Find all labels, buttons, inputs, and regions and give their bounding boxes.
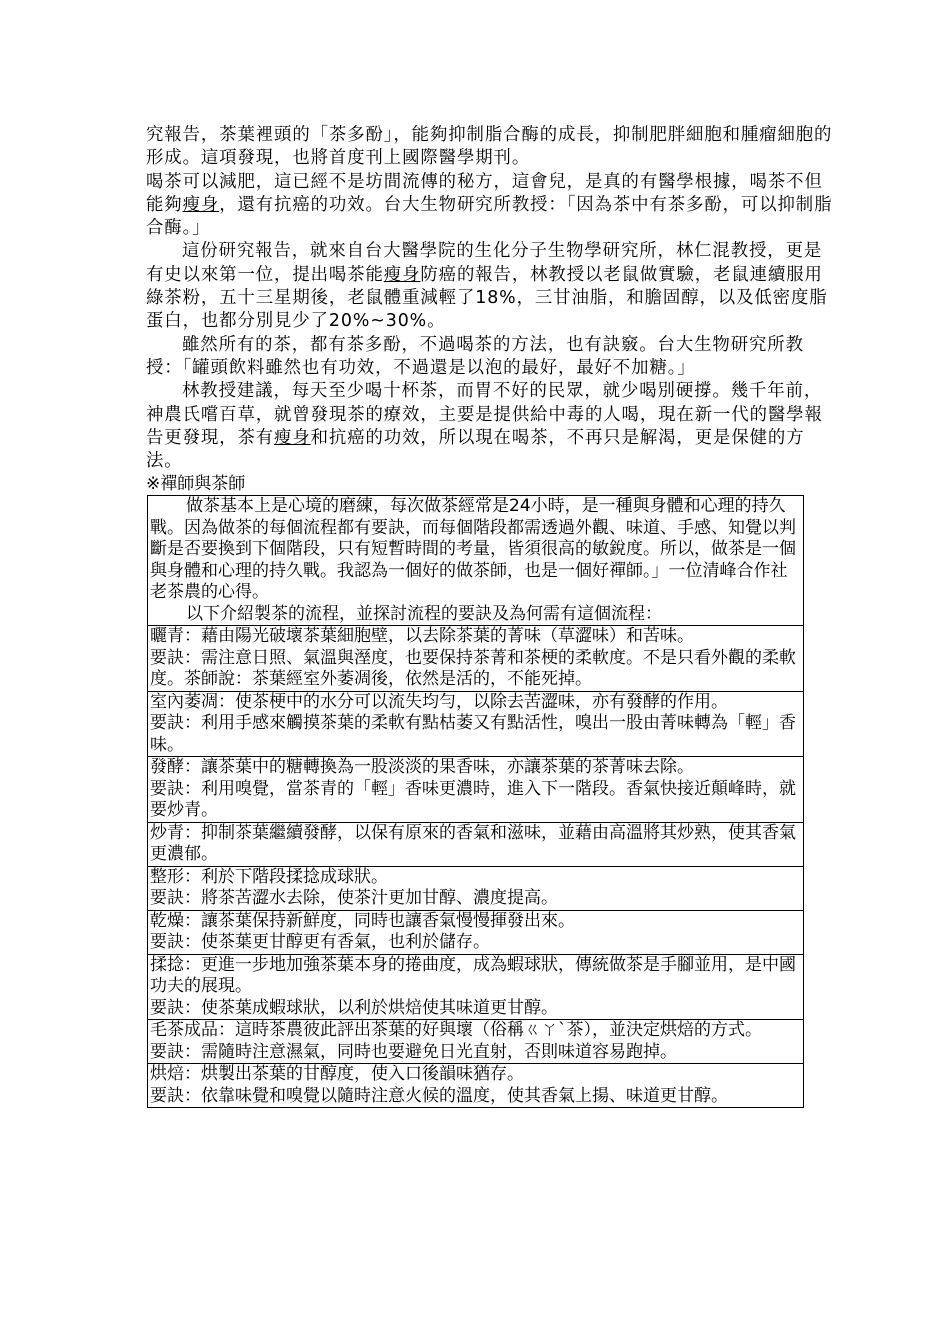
paragraph-4 xyxy=(146,334,834,381)
step-description: 烘焙：烘製出茶葉的甘醇度，使入口後韻味猶存。 xyxy=(150,1064,524,1085)
step-description: 乾燥：讓茶葉保持新鮮度，同時也讓香氣慢慢揮發出來。 xyxy=(150,910,575,931)
step-description: 曬青：藉由陽光破壞茶葉細胞壁，以去除茶葉的菁味（草澀味）和苦味。 xyxy=(150,626,694,647)
step-tip: 要訣：使茶葉成蝦球狀，以利於烘焙使其味道更甘醇。 xyxy=(150,997,558,1018)
table-row xyxy=(148,757,804,823)
step-tip: 要訣：使茶葉更甘醇更有香氣，也利於儲存。 xyxy=(150,932,490,953)
document-page xyxy=(146,124,834,1108)
article-intro xyxy=(146,124,834,473)
step-tip: 要訣：利用手感來觸摸茶葉的柔軟有點枯萎又有點活性，嗅出一股由菁味轉為「輕」香味。 xyxy=(150,713,796,755)
table-cell-step xyxy=(148,626,804,692)
step-description: 整形：利於下階段揉捻成球狀。 xyxy=(150,866,388,887)
table-cell-step xyxy=(148,691,804,757)
step-tip: 要訣：需注意日照、氣溫與溼度，也要保持茶菁和茶梗的柔軟度。不是只看外觀的柔軟度。茶師說：茶葉經室外萎凋後，依然是活的，不能死掉。 xyxy=(150,647,796,690)
section-heading: ※禪師與茶師 xyxy=(146,474,246,495)
paragraph-4-text: 雖然所有的茶，都有茶多酚，不過喝茶的方法，也有訣竅。台大生物研究所教授：「罐頭飲料雖然也有功效，不過還是以泡的最好，最好不加糖。」 xyxy=(146,334,804,378)
paragraph-2 xyxy=(146,171,834,241)
table-row xyxy=(148,866,804,910)
underlined-term: 瘦身 xyxy=(274,427,311,448)
paragraph-2-text-a: 喝茶可以減肥，這已經不是坊間流傳的秘方，這會兒，是真的有醫學根據，喝茶不但能夠 xyxy=(146,171,823,215)
paragraph-5-text-a: 林教授建議，每天至少喝十杯茶，而胃不好的民眾，就少喝別硬撐。幾千年前，神農氏嚐百草，就曾發現茶的療效，主要是提供給中毒的人喝，現在新一代的醫學報告更發現，茶有 xyxy=(146,381,823,448)
table-row xyxy=(148,910,804,954)
paragraph-3-text-b: 防癌的報告，林教授以老鼠做實驗，老鼠連續服用綠茶粉，五十三星期後，老鼠體重減輕了18%，三甘油脂，和膽固醇，以及低密度脂蛋白，也都分別見少了20%~30%。 xyxy=(146,264,828,332)
paragraph-1-text: 究報告，茶葉裡頭的「茶多酚」，能夠抑制脂合酶的成長，抑制肥胖細胞和腫瘤細胞的形成。這項發現，也將首度刊上國際醫學期刊。 xyxy=(146,125,833,169)
paragraph-5 xyxy=(146,380,834,473)
step-description: 發酵：讓茶葉中的糖轉換為一股淡淡的果香味，亦讓茶葉的茶菁味去除。 xyxy=(150,757,694,778)
preface-intro-line: 以下介紹製茶的流程，並探討流程的要訣及為何需有這個流程： xyxy=(186,603,662,624)
step-tip: 要訣：利用嗅覺，當茶青的「輕」香味更濃時，進入下一階段。香氣快接近顛峰時，就要炒青。 xyxy=(150,778,796,821)
underlined-term: 瘦身 xyxy=(182,194,220,215)
paragraph-5-text-b: 和抗癌的功效，所以現在喝茶，不再只是解渴，更是保健的方法。 xyxy=(146,427,805,472)
table-row xyxy=(148,1064,804,1108)
step-tip: 要訣：將茶苦澀水去除，使茶汁更加甘醇、濃度提高。 xyxy=(150,888,558,909)
paragraph-2-text-b: ，還有抗癌的功效。台大生物研究所教授：「因為茶中有茶多酚，可以抑制脂合酶。」 xyxy=(146,194,833,239)
table-row xyxy=(148,496,804,626)
table-cell-step xyxy=(148,954,804,1020)
table-cell-step xyxy=(148,757,804,823)
table-cell-step xyxy=(148,910,804,954)
table-cell-step xyxy=(148,866,804,910)
step-description: 揉捻：更進一步地加強茶葉本身的捲曲度，成為蝦球狀，傳統做茶是手腳並用，是中國功夫的展現。 xyxy=(150,954,796,997)
step-description: 炒青：抑制茶葉繼續發酵，以保有原來的香氣和滋味，並藉由高溫將其炒熟，使其香氣更濃郁。 xyxy=(150,822,796,865)
step-tip: 要訣：依靠味覺和嗅覺以隨時注意火候的溫度，使其香氣上揚、味道更甘醇。 xyxy=(150,1085,728,1106)
table-row xyxy=(148,954,804,1020)
step-description: 室內萎凋：使茶梗中的水分可以流失均勻，以除去苦澀味，亦有發酵的作用。 xyxy=(150,691,728,712)
table-row xyxy=(148,822,804,866)
preface-text: 做茶基本上是心境的磨練，每次做茶經常是24小時，是一種與身體和心理的持久戰。因為做茶的每個流程都有要訣，而每個階段都需透過外觀、味道、手感、知覺以判斷是否要換到下個階段，只有短暫時間的考量，皆須很高的敏銳度。所以，做茶是一個與身體和心理的持久戰。我認為一個好的做茶師，也是一個好禪師。」一位清峰合作社老茶農的心得。 xyxy=(150,496,796,603)
table-cell-step xyxy=(148,1064,804,1108)
paragraph-1 xyxy=(146,124,834,171)
table-row xyxy=(148,1020,804,1064)
underlined-term: 瘦身 xyxy=(383,264,421,285)
step-description: 毛茶成品：這時茶農彼此評出茶葉的好與壞（俗稱ㄍㄚˋ茶），並決定烘焙的方式。 xyxy=(150,1020,762,1041)
table-row xyxy=(148,626,804,692)
paragraph-3-text-a: 這份研究報告，就來自台大醫學院的生化分子生物學研究所，林仁混教授，更是有史以來第一位，提出喝茶能 xyxy=(146,241,823,285)
table-row xyxy=(148,691,804,757)
table-cell-step xyxy=(148,822,804,866)
tea-process-table xyxy=(147,495,804,1108)
step-tip: 要訣：需隨時注意濕氣，同時也要避免日光直射，否則味道容易跑掉。 xyxy=(150,1041,677,1062)
paragraph-3 xyxy=(146,240,834,333)
table-cell-step xyxy=(148,1020,804,1064)
table-cell-preface xyxy=(148,496,804,626)
